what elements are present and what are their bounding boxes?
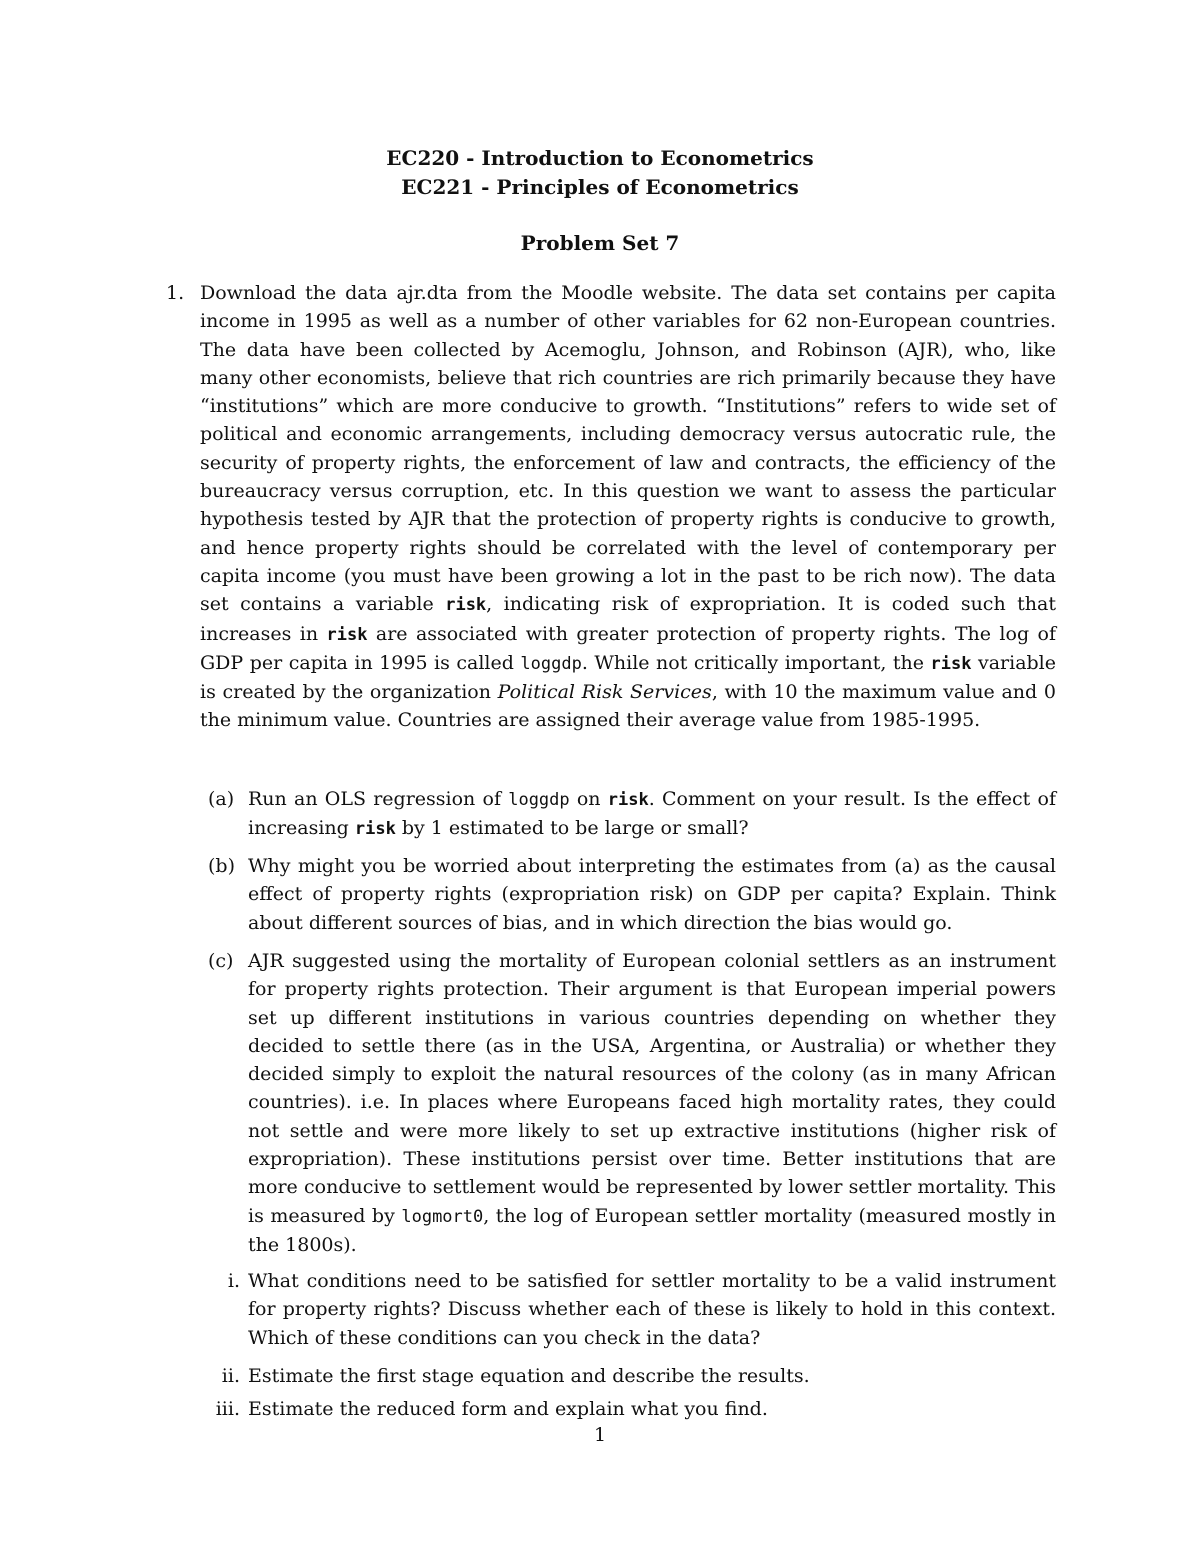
document-header xyxy=(0,144,1200,258)
subpart-label: i. xyxy=(227,1270,240,1292)
part-label: (c) xyxy=(208,950,234,972)
question-1-text xyxy=(200,279,1056,735)
variable-risk: risk xyxy=(326,624,368,645)
part-c xyxy=(208,947,1056,1259)
variable-risk: risk xyxy=(445,595,487,616)
question-1-text-segment: Download the data ajr.dta from the Moodle website. The data set contains per capita income in 1995 as well as a number of other variables for 62 non-European countries. The data have been collected by Acemoglu, Johnson, and Robinson (AJR), who, like many other economists, believe that rich countries are rich primarily because they have “institutions” which are more conducive to growth. “Institutions” refers to wide set of political and economic arrangements, including democracy versus autocratic rule, the security of property rights, the enforcement of law and contracts, the efficiency of the bureaucracy versus corruption, etc. In this question we want to assess the particular hypothesis tested by AJR that the protection of property rights is conducive to growth, and hence property rights should be correlated with the level of contemporary per capita income (you must have been growing a lot in the past to be rich now). The data set contains a variable xyxy=(200,282,1056,616)
variable-loggdp: loggdp xyxy=(520,653,582,674)
subpart-ii-text: Estimate the first stage equation and describe the results. xyxy=(248,1365,810,1387)
subpart-i-text: What conditions need to be satisfied for settler mortality to be a valid instrument for property rights? Discuss whether each of these is likely to hold in this context. Which of these conditions can you check in the data? xyxy=(248,1270,1056,1349)
question-1-text-segment: variable is created by the organization xyxy=(200,651,1057,704)
variable-risk: risk xyxy=(607,790,649,810)
subpart-iii-text: Estimate the reduced form and explain what you find. xyxy=(248,1398,768,1420)
question-1-text-segment: are associated with greater protection of property rights. The log of GDP per capita in 1995 is called xyxy=(200,622,1057,674)
part-c-text-segment: , the log of European settler mortality (measured mostly in the 1800s). xyxy=(248,1204,1056,1256)
part-c-text-segment: AJR suggested using the mortality of European colonial settlers as an instrument for property rights protection. Their argument is that European imperial powers set up different institutions in various countries depending on whether they decided to settle there (as in the USA, Argentina, or Australia) or whether they decided simply to exploit the natural resources of the colony (as in many African countries). i.e. In places where Europeans faced high mortality rates, they could not settle and were more likely to set up extractive institutions (higher risk of expropriation). These institutions persist over time. Better institutions that are more conducive to settlement would be represented by lower settler mortality. This is measured by xyxy=(248,950,1056,1227)
part-label: (b) xyxy=(208,855,235,877)
page-number: 1 xyxy=(593,1424,607,1446)
part-b xyxy=(208,852,1056,937)
course-title-ec220: EC220 - Introduction to Econometrics xyxy=(386,146,814,170)
part-label: (a) xyxy=(208,788,235,810)
subpart-label: ii. xyxy=(221,1365,240,1387)
course-title-ec221: EC221 - Principles of Econometrics xyxy=(401,175,799,199)
question-1-text-segment: . While not critically important, the xyxy=(581,651,931,674)
subpart-label: iii. xyxy=(215,1398,240,1420)
part-c-text xyxy=(248,947,1056,1259)
subpart-iii xyxy=(215,1395,1056,1423)
subpart-ii xyxy=(221,1362,1056,1390)
question-1-text-segment: , indicating risk of expropriation. It is coded such that increases in xyxy=(200,593,1056,645)
part-a-text-segment: . Comment on your result. Is the effect of increasing xyxy=(248,788,1056,840)
subpart-i xyxy=(227,1267,1056,1352)
variable-risk: risk xyxy=(930,653,972,674)
question-number: 1. xyxy=(166,282,185,304)
part-a-text-segment: on xyxy=(569,788,608,810)
variable-logmort0: logmort0 xyxy=(401,1206,484,1227)
variable-risk: risk xyxy=(354,819,396,840)
part-b-text: Why might you be worried about interpreting the estimates from (a) as the causal effect of property rights (expropriation risk) on GDP per capita? Explain. Think about different sources of bias, and in which direction the bias would go. xyxy=(248,855,1056,934)
organization-name: Political Risk Services xyxy=(497,681,712,704)
part-a-text-segment: Run an OLS regression of xyxy=(248,788,509,810)
part-a-text-segment: by 1 estimated to be large or small? xyxy=(395,817,749,840)
question-1 xyxy=(168,279,1056,735)
part-a-text xyxy=(248,785,1056,844)
question-1-text-segment: , with 10 the maximum value and 0 the minimum value. Countries are assigned their average value from 1985-1995. xyxy=(200,681,1056,732)
part-a xyxy=(208,785,1056,844)
variable-loggdp: loggdp xyxy=(508,790,570,810)
problem-set-title: Problem Set 7 xyxy=(520,231,680,255)
